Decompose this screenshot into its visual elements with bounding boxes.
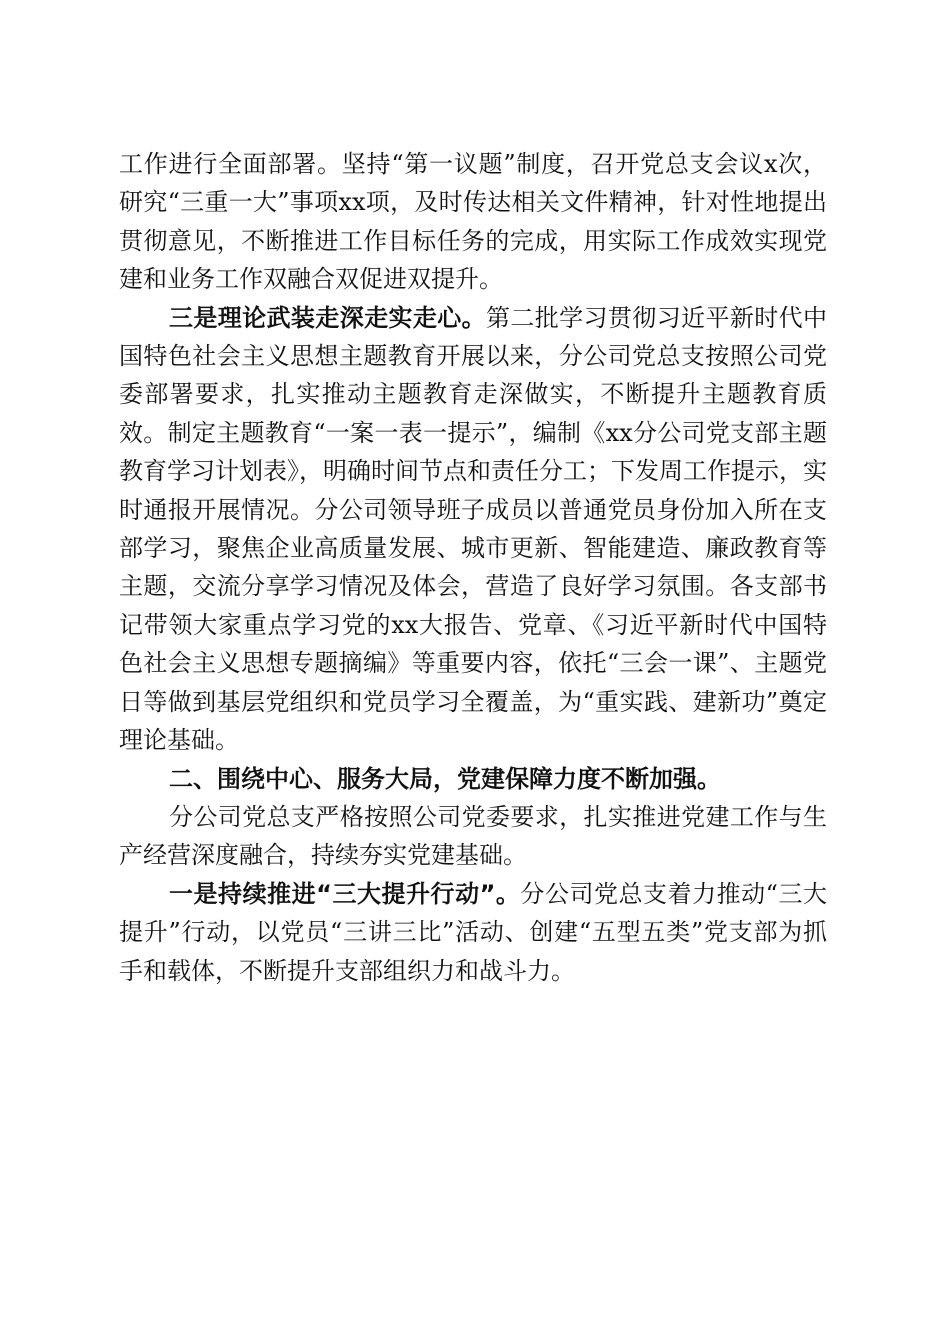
paragraph-lead-upgrades: 一是持续推进“三大提升行动”。: [169, 879, 521, 908]
paragraph-section-intro: 分公司党总支严格按照公司党委要求，扎实推进党建工作与生产经营深度融合，持续夯实党建基础。: [119, 802, 827, 870]
paragraph-body-upgrades: 分公司党总支着力推动“三大提升”行动，以党员“三讲三比”活动、创建“五型五类”党支部为抓手和载体，不断提升支部组织力和战斗力。: [119, 879, 827, 985]
document-page: [119, 145, 827, 990]
paragraph-lead-theory: 三是理论武装走深走实走心。: [169, 303, 486, 332]
paragraph-theory-study: [119, 299, 827, 760]
paragraph-continuation: 工作进行全面部署。坚持“第一议题”制度，召开党总支会议x次，研究“三重一大”事项xx项，及时传达相关文件精神，针对性地提出贯彻意见，不断推进工作目标任务的完成，用实际工作成效实现党建和业务工作双融合双促进双提升。: [119, 150, 827, 294]
paragraph-three-upgrades: [119, 875, 827, 990]
paragraph-body-theory: 第二批学习贯彻习近平新时代中国特色社会主义思想主题教育开展以来，分公司党总支按照公司党委部署要求，扎实推动主题教育走深做实，不断提升主题教育质效。制定主题教育“一案一表一提示”，编制《xx分公司党支部主题教育学习计划表》，明确时间节点和责任分工；下发周工作提示，实时通报开展情况。分公司领导班子成员以普通党员身份加入所在支部学习，聚焦企业高质量发展、城市更新、智能建造、廉政教育等主题，交流分享学习情况及体会，营造了良好学习氛围。各支部书记带领大家重点学习党的xx大报告、党章、《习近平新时代中国特色社会主义思想专题摘编》等重要内容，依托“三会一课”、主题党日等做到基层党组织和党员学习全覆盖，为“重实践、建新功”奠定理论基础。: [119, 303, 827, 755]
section-heading-2: 二、围绕中心、服务大局，党建保障力度不断加强。: [169, 764, 721, 793]
